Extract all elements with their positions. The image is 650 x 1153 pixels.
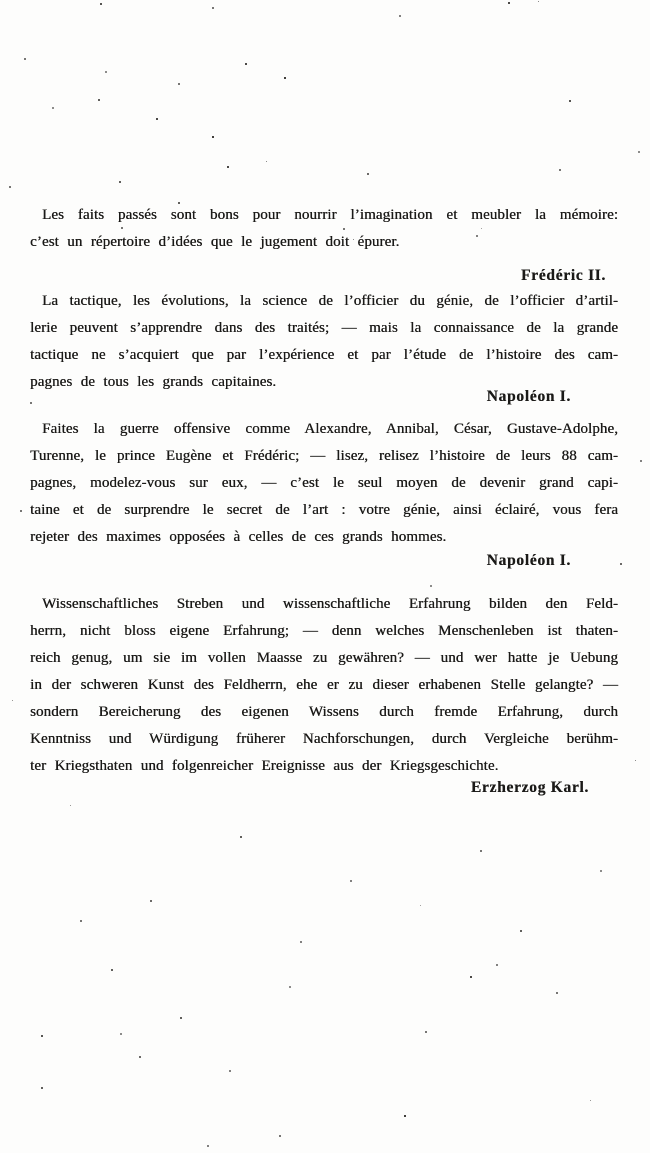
quote-line: c’est un répertoire d’idées que le jugement doit épurer.	[30, 234, 400, 250]
quote-line: in der schweren Kunst des Feldherrn, ehe er zu dieser erhabenen Stelle gelangte? —	[30, 677, 618, 693]
quote-line: pagnes, modelez-vous sur eux, — c’est le seul moyen de devenir grand capi-	[30, 475, 618, 491]
quote-line: ter Kriegsthaten und folgenreicher Ereignisse aus der Kriegsgeschichte.	[30, 758, 499, 774]
quote-napoleon-2	[30, 416, 618, 574]
quote-line: pagnes de tous les grands capitaines.	[30, 374, 277, 390]
quote-attribution: Napoléon I.	[486, 388, 571, 405]
quote-attribution: Erzherzog Karl.	[470, 779, 589, 796]
quote-frederic-ii	[30, 202, 618, 289]
quote-line: sondern Bereicherung des eigenen Wissens durch fremde Erfahrung, durch	[30, 704, 618, 720]
quote-line: taine et de surprendre le secret de l’art : votre génie, ainsi éclairé, vous fera	[30, 502, 618, 518]
scan-noise-speckles-small	[0, 0, 1, 1]
quote-line: La tactique, les évolutions, la science de l’officier du génie, de l’officier d’artil-	[42, 293, 618, 309]
quote-attribution: Napoléon I.	[486, 552, 571, 569]
quote-erzherzog-karl	[30, 591, 618, 801]
quote-line: rejeter des maximes opposées à celles de ces grands hommes.	[30, 529, 447, 545]
quote-line: lerie peuvent s’apprendre dans des traités; — mais la connaissance de la grande	[30, 320, 618, 336]
scan-noise-speckles	[0, 0, 2, 2]
quote-line: Wissenschaftliches Streben und wissenschaftliche Erfahrung bilden den Feld-	[42, 596, 618, 612]
quote-line: Turenne, le prince Eugène et Frédéric; — lisez, relisez l’histoire de leurs 88 cam-	[30, 448, 618, 464]
quote-line: Kenntniss und Würdigung früherer Nachforschungen, durch Vergleiche berühm-	[30, 731, 618, 747]
quote-line: herrn, nicht bloss eigene Erfahrung; — denn welches Menschenleben ist thaten-	[30, 623, 618, 639]
quote-napoleon-1	[30, 288, 618, 410]
quote-line: tactique ne s’acquiert que par l’expérience et par l’étude de l’histoire des cam-	[30, 347, 618, 363]
quote-line: Faites la guerre offensive comme Alexandre, Annibal, César, Gustave-Adolphe,	[42, 421, 618, 437]
quote-line: Les faits passés sont bons pour nourrir l’imagination et meubler la mémoire:	[42, 207, 618, 223]
quote-line: reich genug, um sie im vollen Maasse zu gewähren? — und wer hatte je Uebung	[30, 650, 618, 666]
quote-attribution: Frédéric II.	[520, 267, 606, 284]
